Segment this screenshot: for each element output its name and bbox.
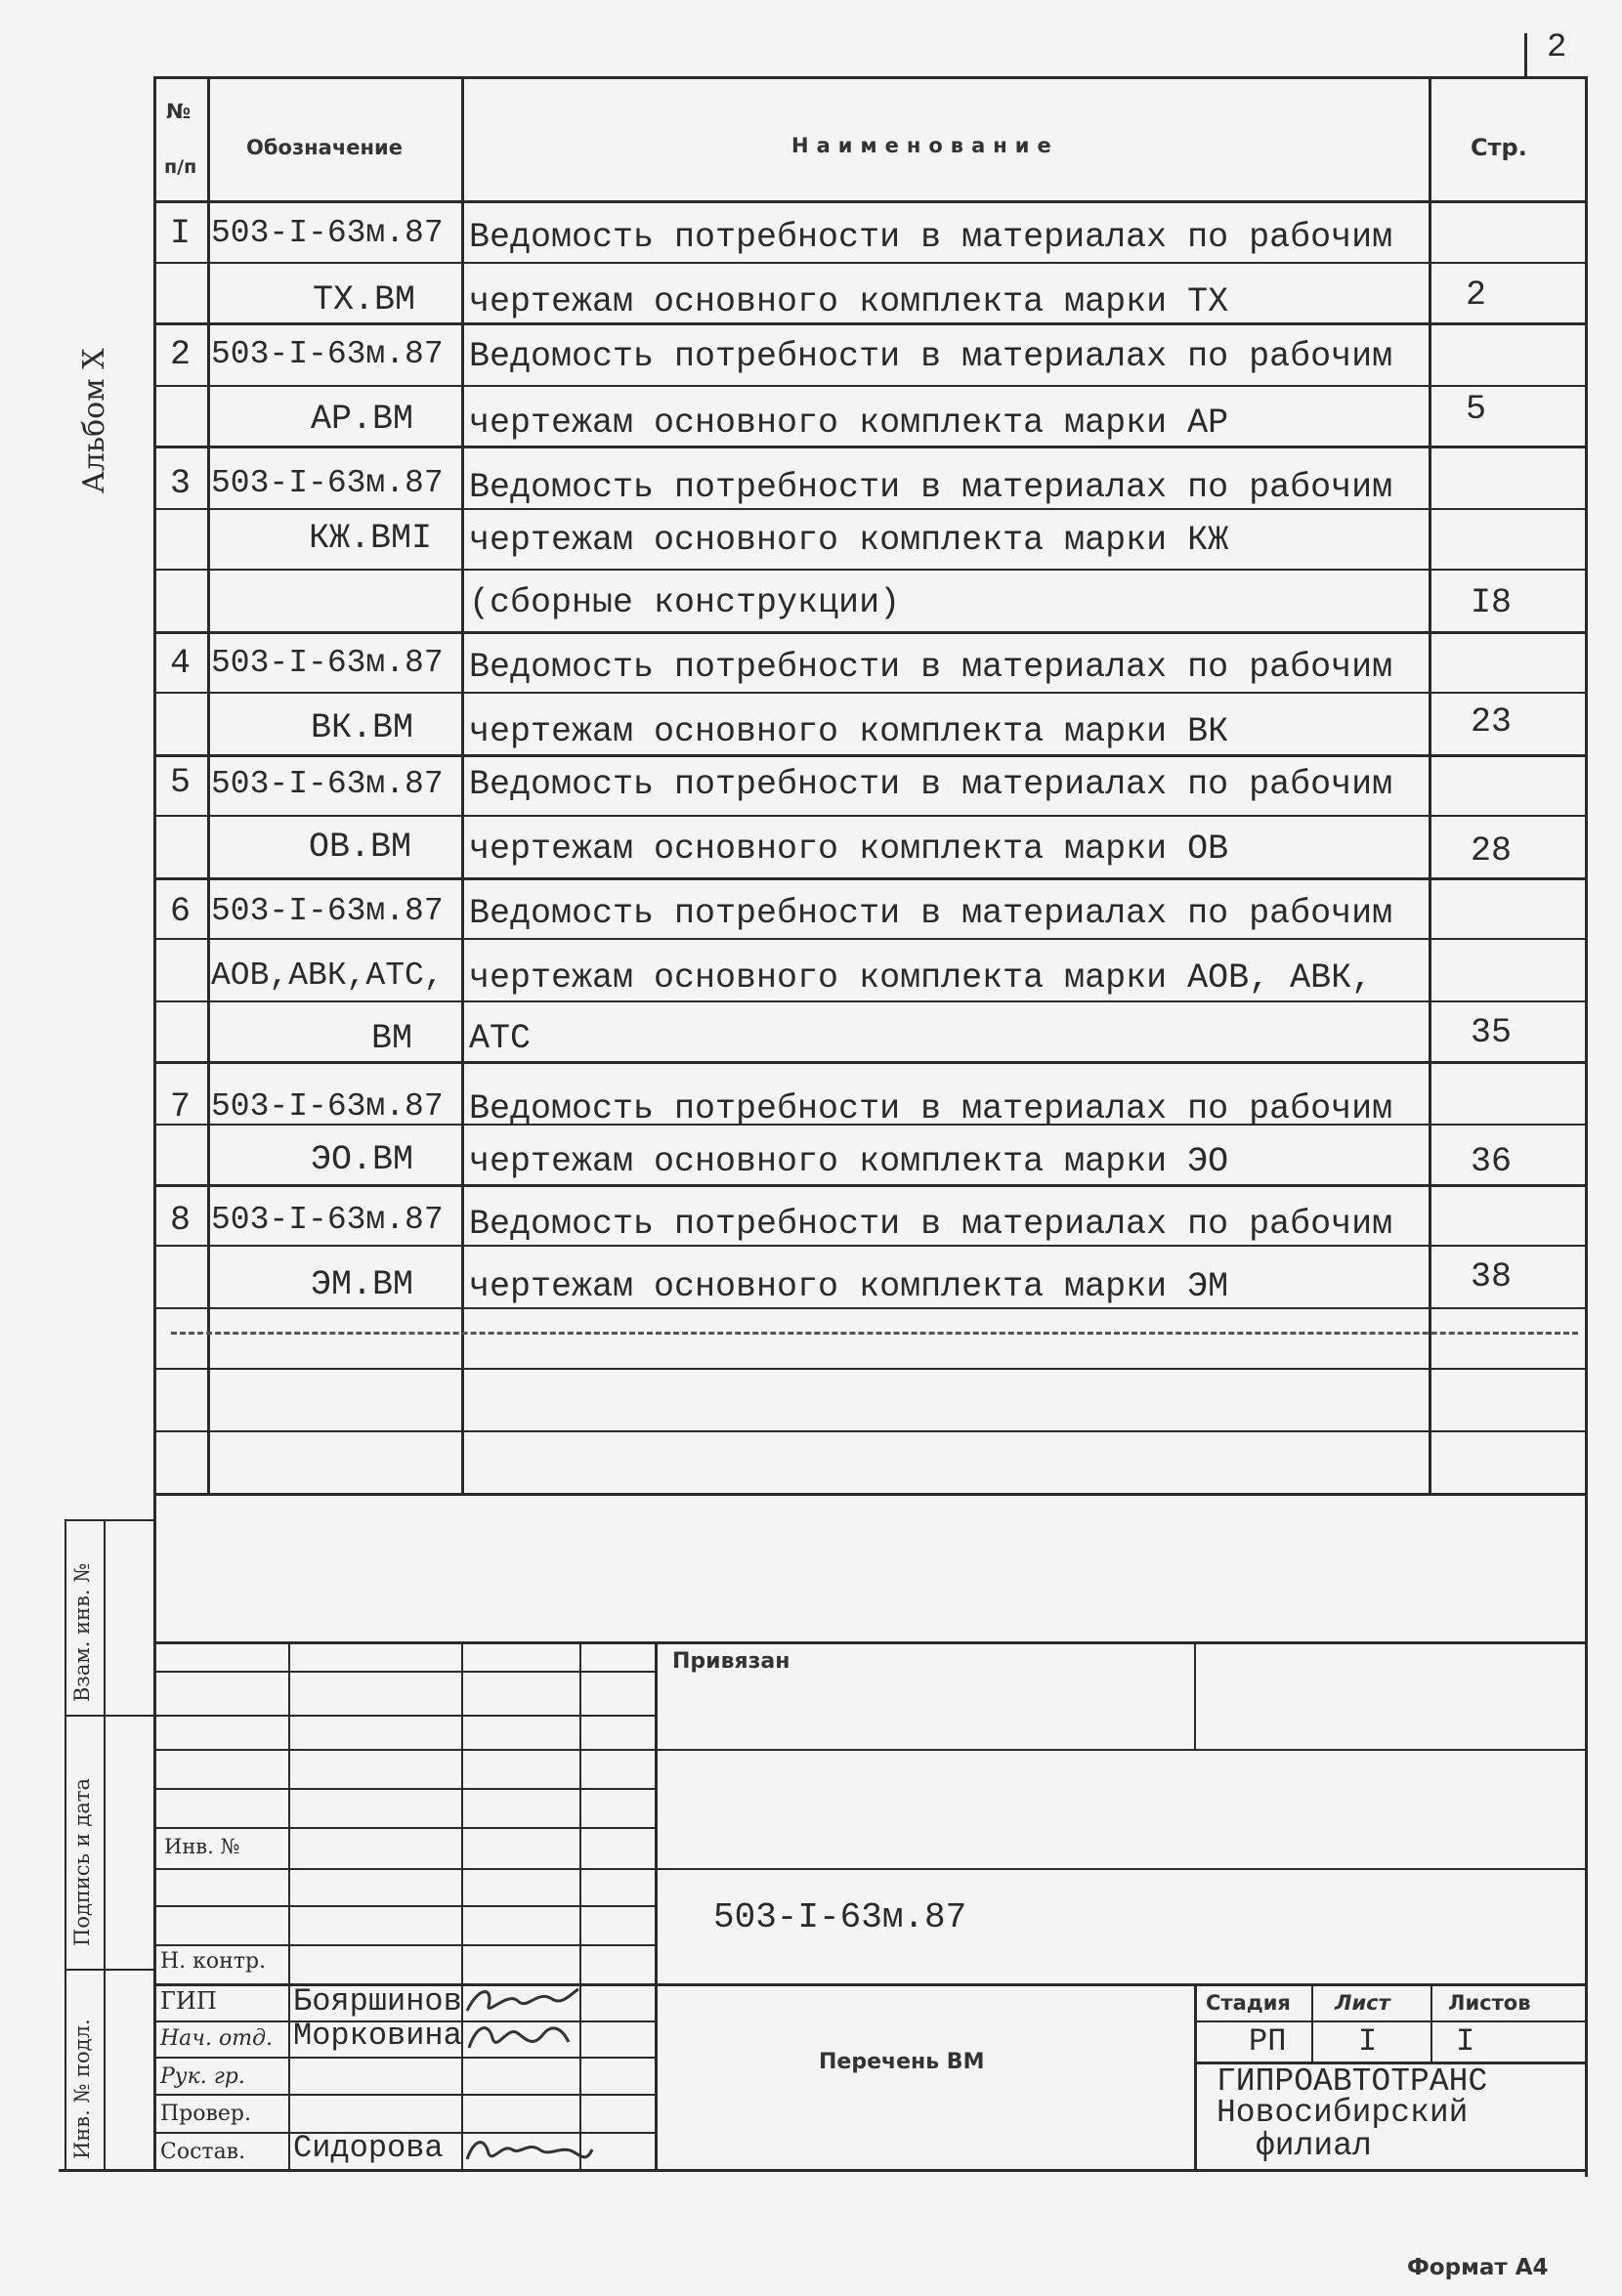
row-7-name2: чертежам основного комплекта марки ЭО	[469, 1142, 1229, 1181]
row-2-page: 5	[1466, 390, 1487, 429]
stamp-stadiya: Стадия	[1206, 1991, 1291, 2015]
row-8-page: 38	[1471, 1257, 1513, 1297]
stamp-list: Лист	[1335, 1991, 1390, 2015]
row-4-code: 503-I-63м.87	[211, 645, 444, 681]
row-7-num: 7	[170, 1087, 192, 1127]
row-3-page: I8	[1471, 583, 1513, 622]
row-6-page: 35	[1471, 1013, 1513, 1052]
side-vzam: Взам. инв. №	[70, 1562, 94, 1702]
signature-gip	[459, 1981, 586, 2020]
row-7-page: 36	[1471, 1142, 1513, 1181]
stamp-sostav-name: Сидорова	[293, 2130, 444, 2166]
row-1-code: 503-I-63м.87	[211, 215, 444, 251]
row-6-code: 503-I-63м.87	[211, 893, 444, 929]
stamp-nach-otd: Нач. отд.	[160, 2026, 274, 2051]
row-4-name2: чертежам основного комплекта марки ВК	[469, 712, 1229, 751]
row-2-name2: чертежам основного комплекта марки АР	[469, 404, 1229, 443]
header-name: Наименование	[791, 134, 1059, 157]
header-page: Стр.	[1471, 134, 1527, 161]
row-7-code2: ЭО.ВМ	[311, 1140, 414, 1179]
row-6-code3: ВМ	[371, 1019, 413, 1058]
row-2-code: 503-I-63м.87	[211, 336, 444, 372]
row-6-code2: АОВ,АВК,АТС,	[211, 957, 444, 994]
side-inv: Инв. № подл.	[70, 2019, 94, 2159]
format-label: Формат А4	[1407, 2255, 1549, 2280]
stamp-n-kontr: Н. контр.	[160, 1949, 267, 1974]
stamp-nach-name: Морковина	[293, 2018, 462, 2054]
row-8-code: 503-I-63м.87	[211, 1202, 444, 1238]
row-1-code2: ТХ.ВМ	[313, 280, 416, 319]
stamp-org2: Новосибирский	[1216, 2095, 1469, 2131]
stamp-title: Перечень ВМ	[819, 2050, 985, 2074]
row-2-num: 2	[170, 335, 192, 374]
signature-nach	[459, 2017, 576, 2056]
stamp-prover: Провер.	[160, 2102, 251, 2126]
stamp-gip-name: Бояршинов	[293, 1983, 462, 2020]
album-label: Альбом X	[77, 348, 111, 493]
stamp-ruk-gr: Рук. гр.	[160, 2064, 245, 2089]
row-2-code2: АР.ВМ	[311, 400, 414, 439]
row-1-num: I	[170, 214, 192, 253]
stamp-listov: Листов	[1448, 1991, 1531, 2015]
stamp-privyazan: Привязан	[672, 1649, 790, 1674]
row-6-name1: Ведомость потребности в материалах по рабочим	[469, 894, 1393, 933]
row-3-code2: КЖ.ВМI	[309, 519, 433, 558]
row-3-num: 3	[170, 464, 192, 503]
stamp-stadiya-val: РП	[1249, 2023, 1287, 2060]
row-3-code: 503-I-63м.87	[211, 465, 444, 501]
row-8-code2: ЭМ.ВМ	[311, 1265, 414, 1304]
stamp-list-val: I	[1358, 2023, 1378, 2060]
stamp-org3: филиал	[1256, 2128, 1372, 2164]
row-5-code2: ОВ.ВМ	[309, 828, 412, 867]
stamp-sostav: Состав.	[160, 2140, 246, 2164]
header-num2: п/п	[164, 156, 197, 178]
row-5-page: 28	[1471, 831, 1513, 871]
row-3-name3: (сборные конструкции)	[469, 583, 901, 622]
row-6-name3: АТС	[469, 1019, 532, 1058]
row-4-code2: ВК.ВМ	[311, 708, 414, 747]
row-7-code: 503-I-63м.87	[211, 1088, 444, 1125]
stamp-listov-val: I	[1456, 2023, 1475, 2060]
row-3-name1: Ведомость потребности в материалах по рабочим	[469, 468, 1393, 507]
row-4-page: 23	[1471, 702, 1513, 742]
row-4-num: 4	[170, 644, 192, 683]
row-5-name2: чертежам основного комплекта марки ОВ	[469, 829, 1229, 869]
stamp-org1: ГИПРОАВТОТРАНС	[1216, 2063, 1488, 2100]
row-6-name2: чертежам основного комплекта марки АОВ, АВК,	[469, 958, 1373, 998]
row-6-num: 6	[170, 892, 192, 931]
page-number: 2	[1547, 29, 1567, 66]
row-1-page: 2	[1466, 276, 1487, 315]
header-designation: Обозначение	[246, 136, 403, 159]
stamp-inv-label: Инв. №	[164, 1835, 240, 1858]
row-8-name1: Ведомость потребности в материалах по рабочим	[469, 1205, 1393, 1244]
row-5-name1: Ведомость потребности в материалах по рабочим	[469, 765, 1393, 804]
side-podpis: Подпись и дата	[70, 1777, 94, 1946]
row-8-num: 8	[170, 1201, 192, 1240]
row-4-name1: Ведомость потребности в материалах по рабочим	[469, 648, 1393, 687]
row-2-name1: Ведомость потребности в материалах по рабочим	[469, 337, 1393, 376]
row-5-code: 503-I-63м.87	[211, 766, 444, 802]
page-number-mark	[1524, 33, 1527, 78]
stamp-doc-code: 503-I-63м.87	[713, 1897, 967, 1937]
row-1-name1: Ведомость потребности в материалах по рабочим	[469, 218, 1393, 257]
signature-sostav	[459, 2130, 596, 2169]
row-7-name1: Ведомость потребности в материалах по рабочим	[469, 1089, 1393, 1128]
row-3-name2: чертежам основного комплекта марки КЖ	[469, 521, 1229, 560]
stamp-gip: ГИП	[160, 1987, 217, 2015]
row-1-name2: чертежам основного комплекта марки ТХ	[469, 282, 1229, 321]
row-8-name2: чертежам основного комплекта марки ЭМ	[469, 1267, 1229, 1306]
row-5-num: 5	[170, 763, 192, 802]
header-num: №	[166, 100, 192, 123]
